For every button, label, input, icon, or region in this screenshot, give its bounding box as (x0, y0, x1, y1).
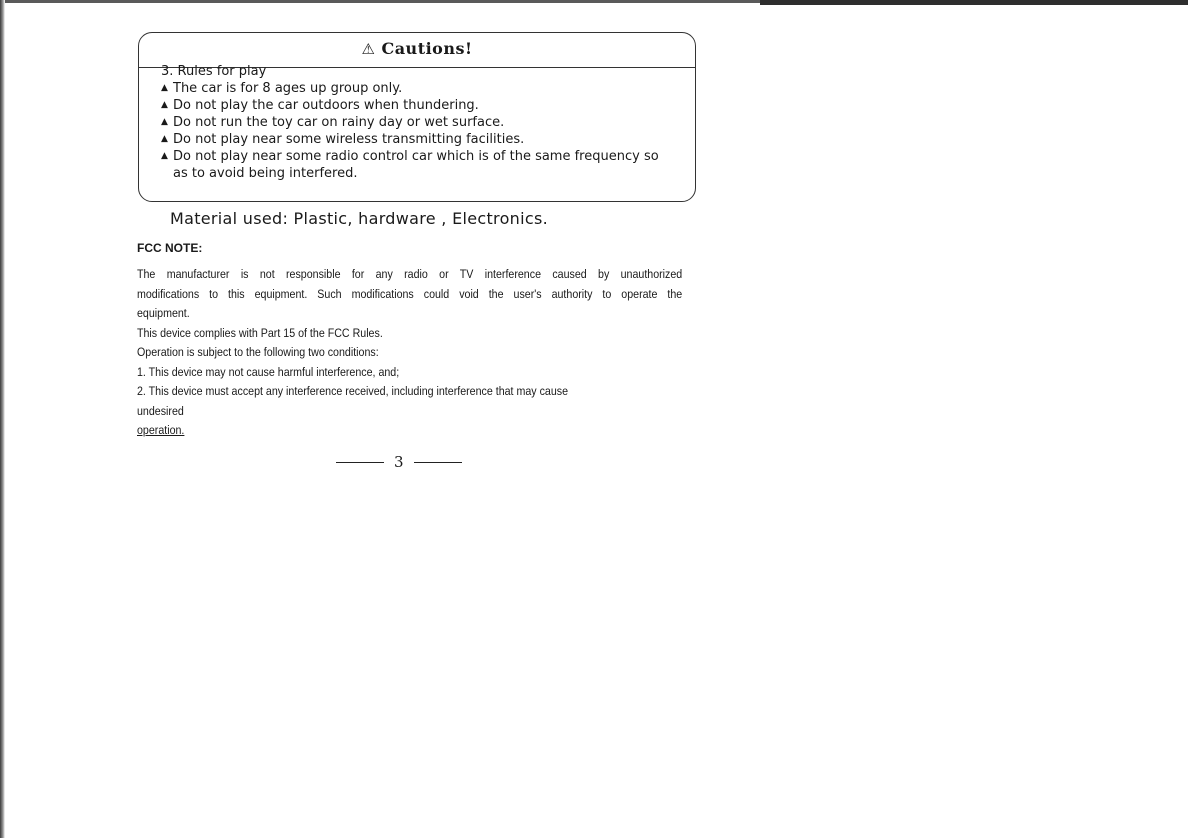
cautions-title: Cautions! (381, 39, 473, 58)
page-dash-left (336, 462, 384, 463)
material-used: Material used: Plastic, hardware , Electronics. (170, 209, 548, 228)
warning-triangle-icon: ⚠ (361, 40, 376, 58)
bullet-triangle-icon: ▲ (161, 100, 168, 110)
rule-text: The car is for 8 ages up group only. (173, 81, 403, 96)
bullet-spacer (161, 165, 173, 182)
rule-continuation (161, 165, 659, 182)
fcc-note-heading: FCC NOTE: (137, 241, 203, 255)
cautions-title-wrap (362, 39, 473, 58)
page-number (336, 453, 462, 471)
fcc-line: Operation is subject to the following two conditions: (137, 345, 379, 359)
fcc-line: 2. This device must accept any interference received, including interference that may cause undesired (137, 384, 569, 418)
cautions-box (138, 32, 696, 202)
scan-left-edge (0, 0, 5, 838)
fcc-line: modifications to this equipment. Such modifications could void the user's authority to operate the (137, 286, 683, 301)
rule-item (161, 80, 659, 97)
bullet-triangle-icon: ▲ (161, 151, 168, 161)
bullet-triangle-icon: ▲ (161, 134, 168, 144)
fcc-line: This device complies with Part 15 of the FCC Rules. (137, 325, 383, 340)
rule-item (161, 131, 659, 148)
rule-item (161, 97, 659, 114)
rule-text: Do not run the toy car on rainy day or wet surface. (173, 115, 505, 130)
rules-list (161, 63, 659, 182)
page-number-text: 3 (394, 453, 404, 471)
rule-item (161, 114, 659, 131)
rules-heading: 3. Rules for play (161, 64, 267, 79)
rule-text: as to avoid being interfered. (173, 166, 358, 181)
page-dash-right (414, 462, 462, 463)
fcc-line: equipment. (137, 306, 190, 320)
rule-text: Do not play near some radio control car which is of the same frequency so (173, 149, 659, 164)
bullet-triangle-icon: ▲ (161, 83, 168, 93)
bullet-triangle-icon: ▲ (161, 117, 168, 127)
rule-text: Do not play near some wireless transmitting facilities. (173, 132, 525, 147)
rule-item (161, 148, 659, 165)
fcc-line: operation. (137, 423, 185, 437)
scan-top-border-right (760, 0, 1188, 5)
fcc-line: The manufacturer is not responsible for any radio or TV interference caused by unauthorized (137, 267, 683, 281)
fcc-line: 1. This device may not cause harmful interference, and; (137, 364, 400, 379)
fcc-note-body (137, 265, 683, 441)
rule-text: Do not play the car outdoors when thundering. (173, 98, 479, 113)
